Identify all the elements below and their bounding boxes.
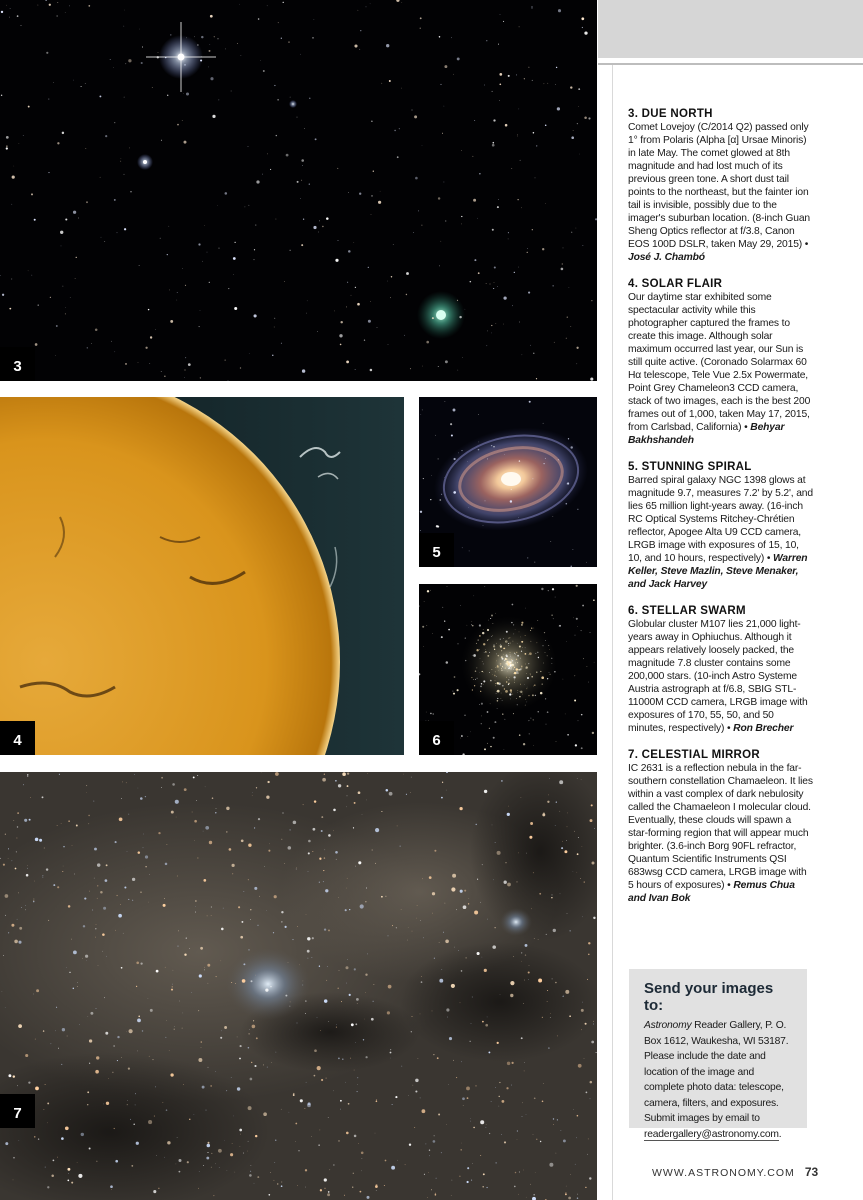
photo-reflection-nebula <box>0 772 597 1200</box>
starfield <box>0 0 597 381</box>
caption-5 <box>628 461 813 591</box>
photo-spiral-galaxy <box>419 397 597 567</box>
photo-sun <box>0 397 404 755</box>
photo-globular-cluster <box>419 584 597 755</box>
photo-credit: Warren Keller, Steve Mazlin, Steve Menaker, and Jack Harvey <box>628 553 808 590</box>
caption-body: Our daytime star exhibited some spectacular activity while this photographer captured the frames to create this image. Although solar maximum occurred last year, our Sun is still quite active. (Coronado Solarmax 60 Hα telescope, Tele Vue 2.5x Powermate, Point Grey Chameleon3 CCD camera, stack of two images, each is the best 200 frames out of 1,000, taken May 17, 2015, from Carlsbad, California) • Behyar Bakhshandeh <box>628 292 811 446</box>
submission-box <box>629 969 807 1140</box>
caption-title: 7. CELESTIAL MIRROR <box>628 749 760 761</box>
page-footer <box>652 1163 818 1181</box>
sun-image <box>0 397 404 755</box>
nebula-image <box>0 772 597 1200</box>
ic2631-nebula <box>226 948 310 1020</box>
submission-email-link[interactable]: readergallery@astronomy.com <box>644 1128 779 1140</box>
caption-7 <box>628 749 813 905</box>
page-number: 73 <box>804 1165 819 1179</box>
caption-body: Barred spiral galaxy NGC 1398 glows at magnitude 9.7, measures 7.2' by 5.2', and lies 65 million light-years away. (16-inch RC Optical Systems Ritchey-Chrétien reflector, Apogee Alta U9 CCD camera, LRGB image with exposures of 15, 10, 10, and 10 hours, respectively) • Warren Keller, Steve Mazlin, Steve Menaker, and Jack Harvey <box>628 475 813 590</box>
photo-credit: Behyar Bakhshandeh <box>628 422 785 446</box>
website-url[interactable]: WWW.ASTRONOMY.COM <box>652 1167 795 1179</box>
polaris-star <box>146 22 216 92</box>
panel-number: 7 <box>0 1094 35 1128</box>
caption-body: Globular cluster M107 lies 21,000 light-years away in Ophiuchus. Although it appears relatively loosely packed, the magnitude 7.8 cluster contains some 200,000 stars. (10-inch Astro Systeme Austria astrograph at f/6.8, SBIG STL-11000M CCD camera, LRGB image with exposures of 170, 55, 50, and 50 minutes, respectively) • Ron Brecher <box>628 619 808 734</box>
submission-heading: Send your images to: <box>644 980 774 1014</box>
header-rule <box>598 63 863 65</box>
photo-comet-lovejoy <box>0 0 597 381</box>
column-divider <box>612 65 613 1200</box>
caption-6 <box>628 605 813 735</box>
caption-body: IC 2631 is a reflection nebula in the far-southern constellation Chamaeleon. It lies within a vast complex of dark nebulosity called the Chamaeleon I molecular cloud. Eventually, these clouds will spawn a star-forming region that will appear much brighter. (3.6-inch Borg 90FL refractor, Quantum Scientific Instruments QSI 683wsg CCD camera, LRGB image with 5 hours of exposures) • Remus Chua and Ivan Bok <box>628 763 813 904</box>
panel-number: 5 <box>419 533 454 567</box>
caption-title: 6. STELLAR SWARM <box>628 605 746 617</box>
caption-title: 4. SOLAR FLAIR <box>628 278 723 290</box>
panel-number: 6 <box>419 721 454 755</box>
submission-text: Astronomy Reader Gallery, P. O. Box 1612, Waukesha, WI 53187. Please include the date and location of the image and complete photo data: telescope, camera, filters, and exposures. Submit images by email to readergallery@astronomy.com. <box>644 1020 789 1140</box>
panel-number: 4 <box>0 721 35 755</box>
caption-title: 3. DUE NORTH <box>628 108 713 120</box>
caption-title: 5. STUNNING SPIRAL <box>628 461 752 473</box>
caption-3 <box>628 108 813 264</box>
caption-4 <box>628 278 813 447</box>
panel-number: 3 <box>0 347 35 381</box>
header-bar <box>598 0 863 58</box>
photo-credit: Ron Brecher <box>733 723 794 734</box>
photo-credit: José J. Chambó <box>628 252 705 263</box>
caption-body: Comet Lovejoy (C/2014 Q2) passed only 1° from Polaris (Alpha [α] Ursae Minoris) in late May. The comet glowed at 8th magnitude and had lost much of its previous green tone. A short dust tail points to the northeast, but the fainter ion tail is invisible, possibly due to the imager's suburban location. (8-inch Guan Sheng Optics reflector at f/3.8, Canon EOS 100D DSLR, taken May 29, 2015) • José J. Chambó <box>628 122 810 263</box>
captions-column <box>628 108 813 919</box>
photo-credit: Remus Chua and Ivan Bok <box>628 880 795 904</box>
